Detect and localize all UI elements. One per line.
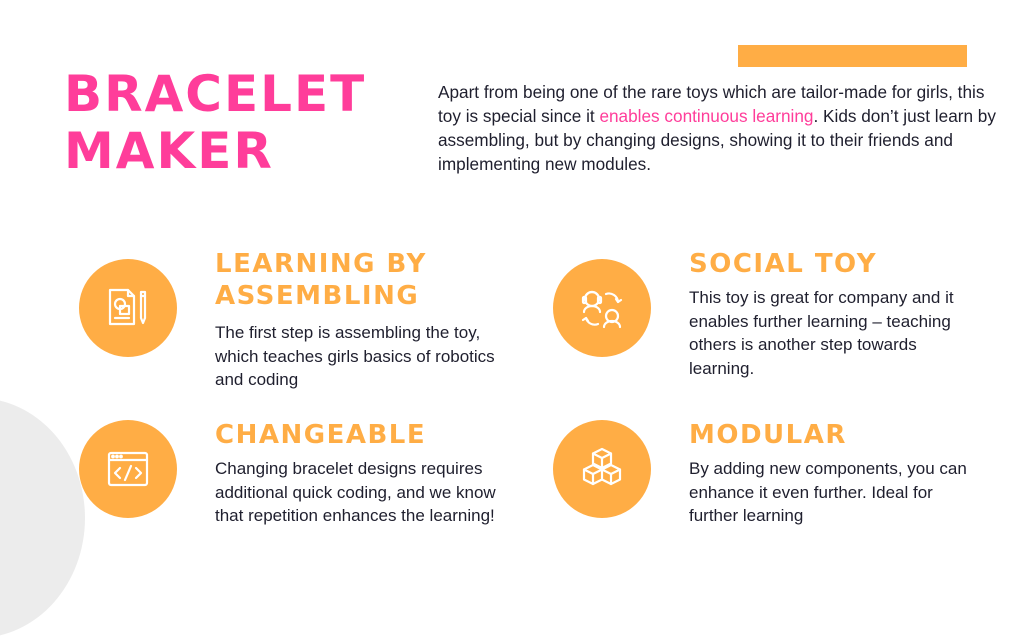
feature-title: SOCIAL TOY bbox=[689, 249, 878, 279]
stacked-cubes-icon bbox=[553, 420, 651, 518]
drawing-tools-icon bbox=[79, 259, 177, 357]
feature-title bbox=[215, 248, 427, 312]
title-line-1: BRACELET bbox=[64, 65, 367, 123]
accent-bar bbox=[738, 45, 967, 67]
intro-text-end: . Kids don’t just learn by assembling, but by changing designs, showing it to their friends and implementing new modules. bbox=[438, 106, 996, 174]
feature-title-line-2: ASSEMBLING bbox=[215, 281, 420, 311]
feature-description: The first step is assembling the toy, which teaches girls basics of robotics and coding bbox=[215, 323, 495, 389]
title-line-2: MAKER bbox=[64, 122, 274, 180]
social-exchange-icon bbox=[553, 259, 651, 357]
feature-title: CHANGEABLE bbox=[215, 420, 427, 450]
code-window-icon bbox=[79, 420, 177, 518]
feature-description: Changing bracelet designs requires additional quick coding, and we know that repetition enhances the learning! bbox=[215, 459, 496, 525]
feature-title-line-1: LEARNING BY bbox=[215, 249, 427, 279]
intro-text-start: Apart from being one of the rare toys which are tailor-made for girls, this toy is special since it bbox=[438, 82, 985, 126]
decorative-background-circle bbox=[0, 398, 85, 638]
feature-title: MODULAR bbox=[689, 420, 847, 450]
intro-highlight: enables continuous learning bbox=[599, 106, 814, 126]
feature-description: This toy is great for company and it enables further learning – teaching others is another step towards learning. bbox=[689, 288, 954, 378]
page-title bbox=[64, 66, 366, 180]
intro-paragraph bbox=[438, 80, 1008, 176]
feature-description: By adding new components, you can enhance it even further. Ideal for further learning bbox=[689, 459, 967, 525]
